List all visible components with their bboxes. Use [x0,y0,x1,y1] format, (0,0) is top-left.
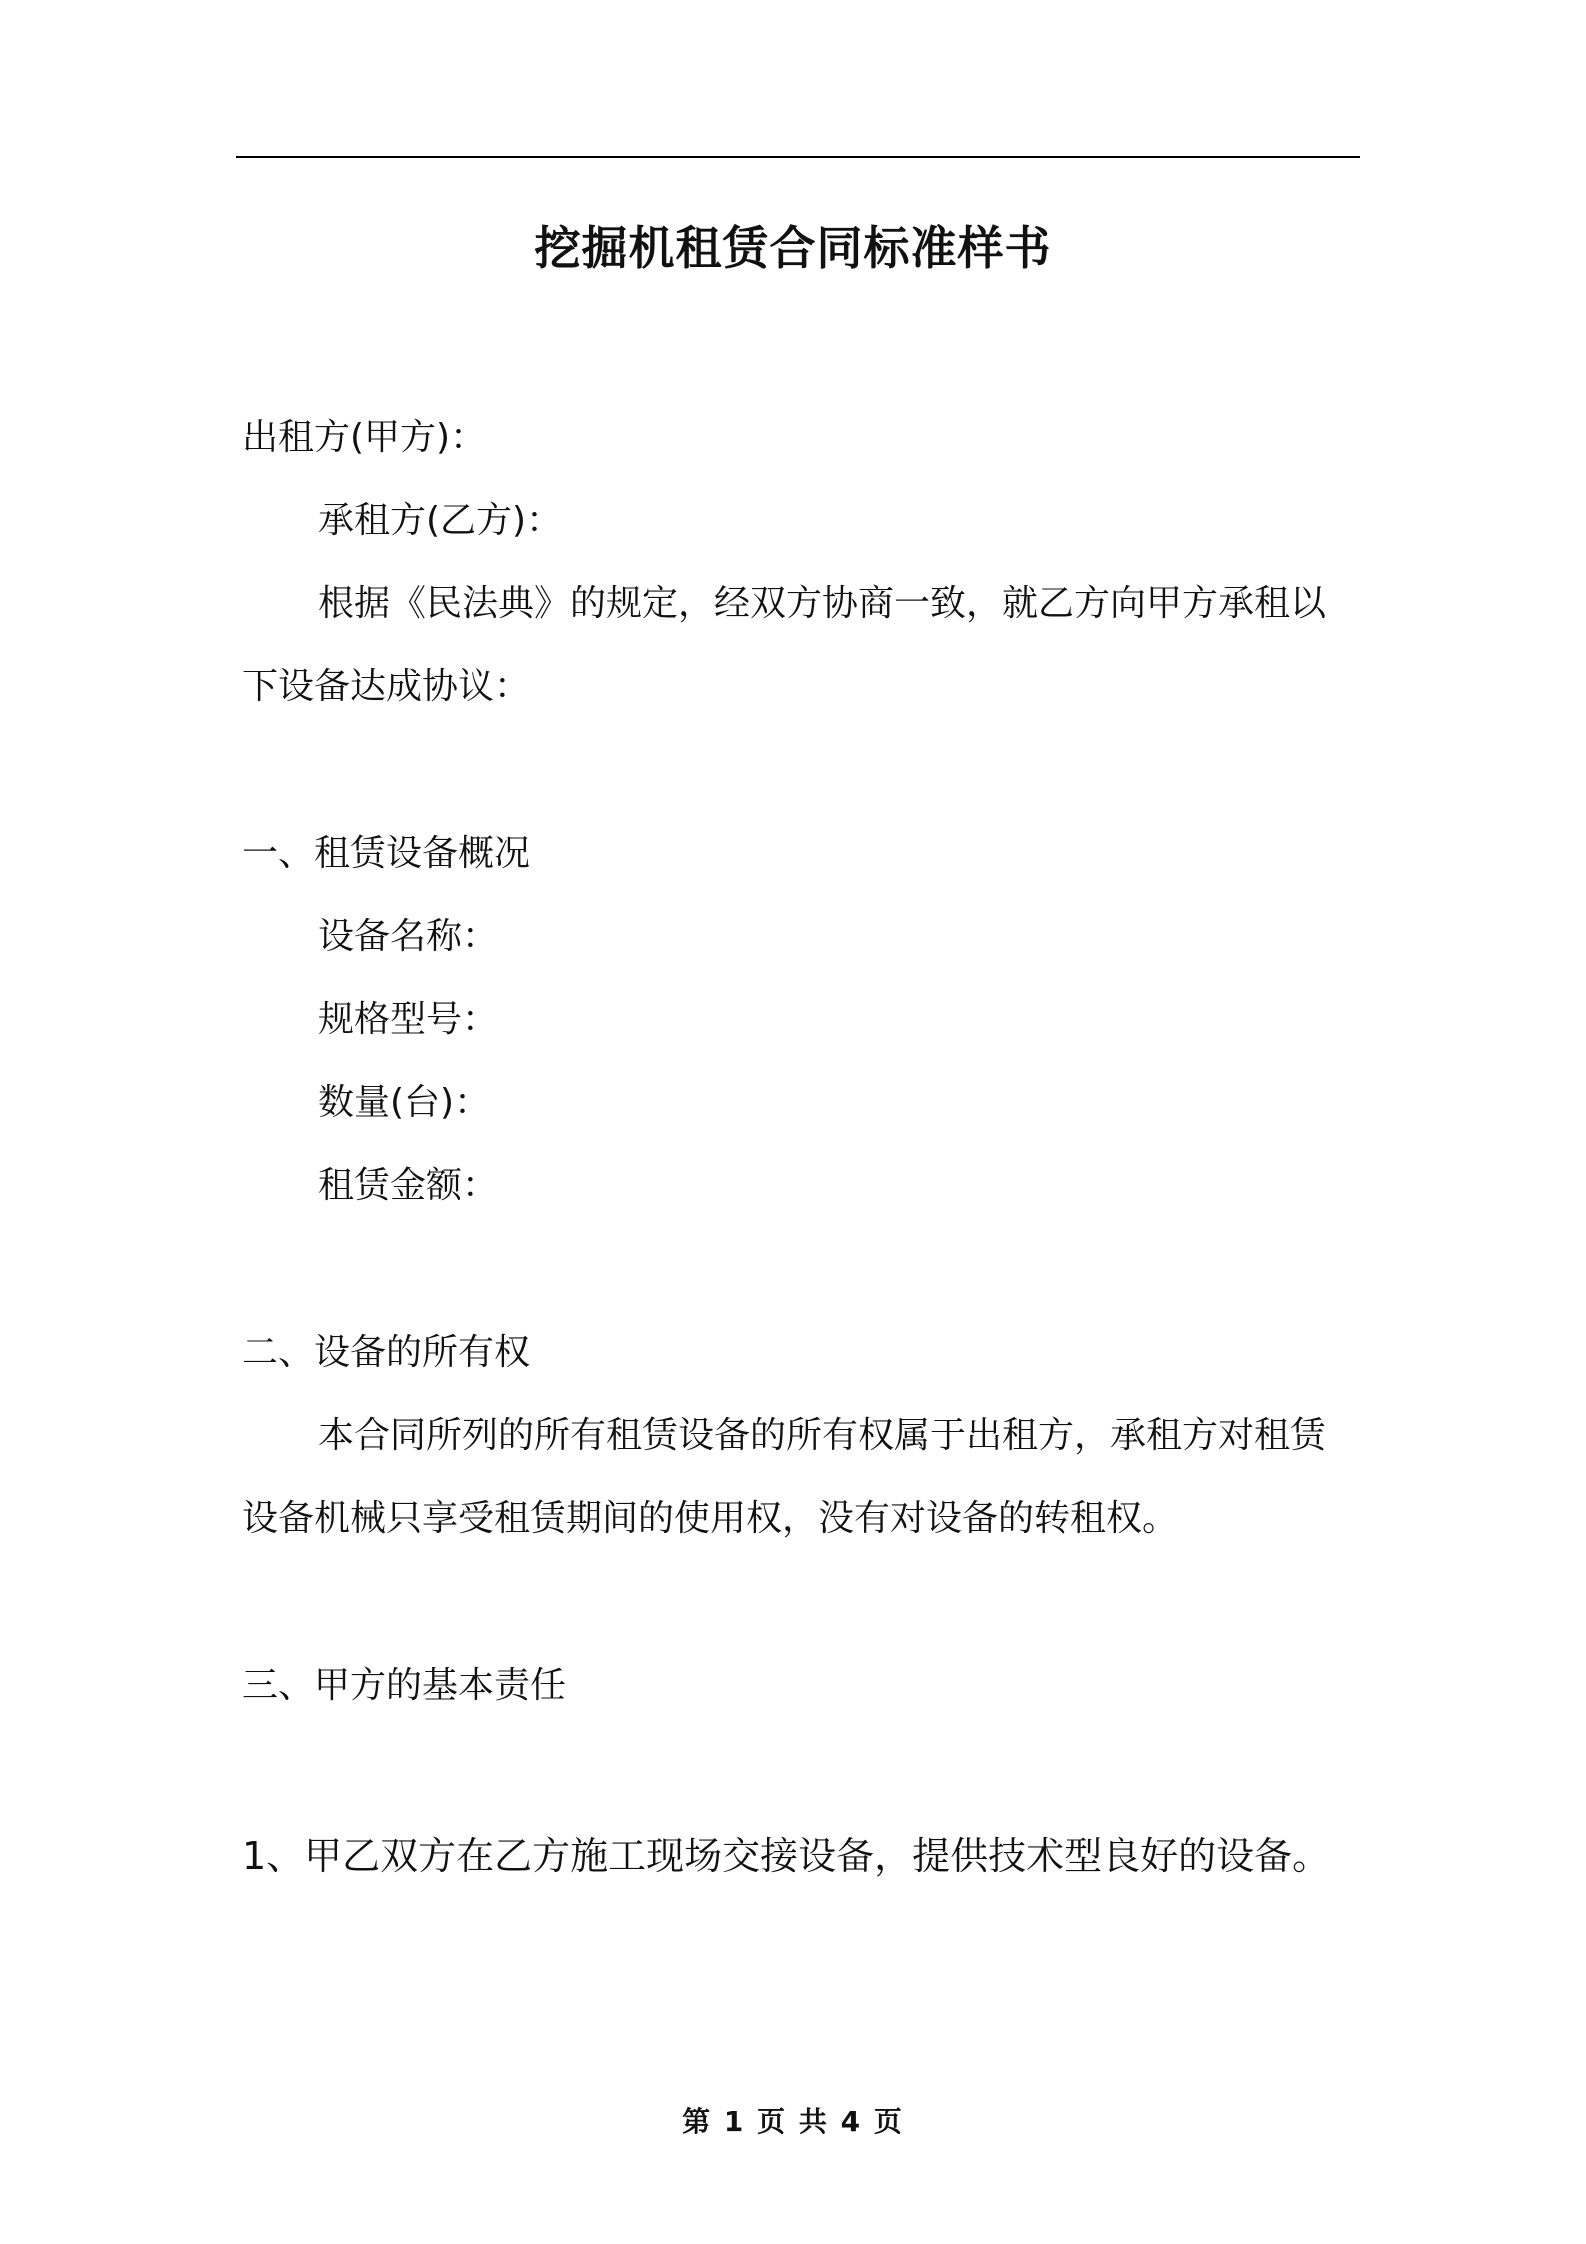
intro-line-2: 下设备达成协议： [242,666,531,707]
section-3-item-1: 1、甲乙双方在乙方施工现场交接设备，提供技术型良好的设备。 [242,1834,1331,1878]
field-quantity: 数量(台)： [318,1082,491,1123]
section-2-heading: 二、设备的所有权 [242,1332,531,1373]
lessee-line: 承租方(乙方)： [318,500,563,541]
intro-line-1: 根据《民法典》的规定，经双方协商一致，就乙方向甲方承租以 [318,583,1327,624]
section-1-heading: 一、租赁设备概况 [242,833,531,874]
field-rental-amount: 租赁金额： [318,1165,499,1206]
lessor-line: 出租方(甲方)： [242,417,487,458]
field-equipment-name: 设备名称： [318,916,499,957]
section-3-heading: 三、甲方的基本责任 [242,1665,567,1706]
section-2-para-line-1: 本合同所列的所有租赁设备的所有权属于出租方，承租方对租赁 [318,1415,1327,1456]
page-footer: 第 1 页 共 4 页 [682,2105,904,2138]
header-rule [236,156,1360,158]
document-title: 挖掘机租赁合同标准样书 [534,221,1052,275]
field-model: 规格型号： [318,999,499,1040]
section-2-para-line-2: 设备机械只享受租赁期间的使用权，没有对设备的转租权。 [242,1498,1179,1539]
